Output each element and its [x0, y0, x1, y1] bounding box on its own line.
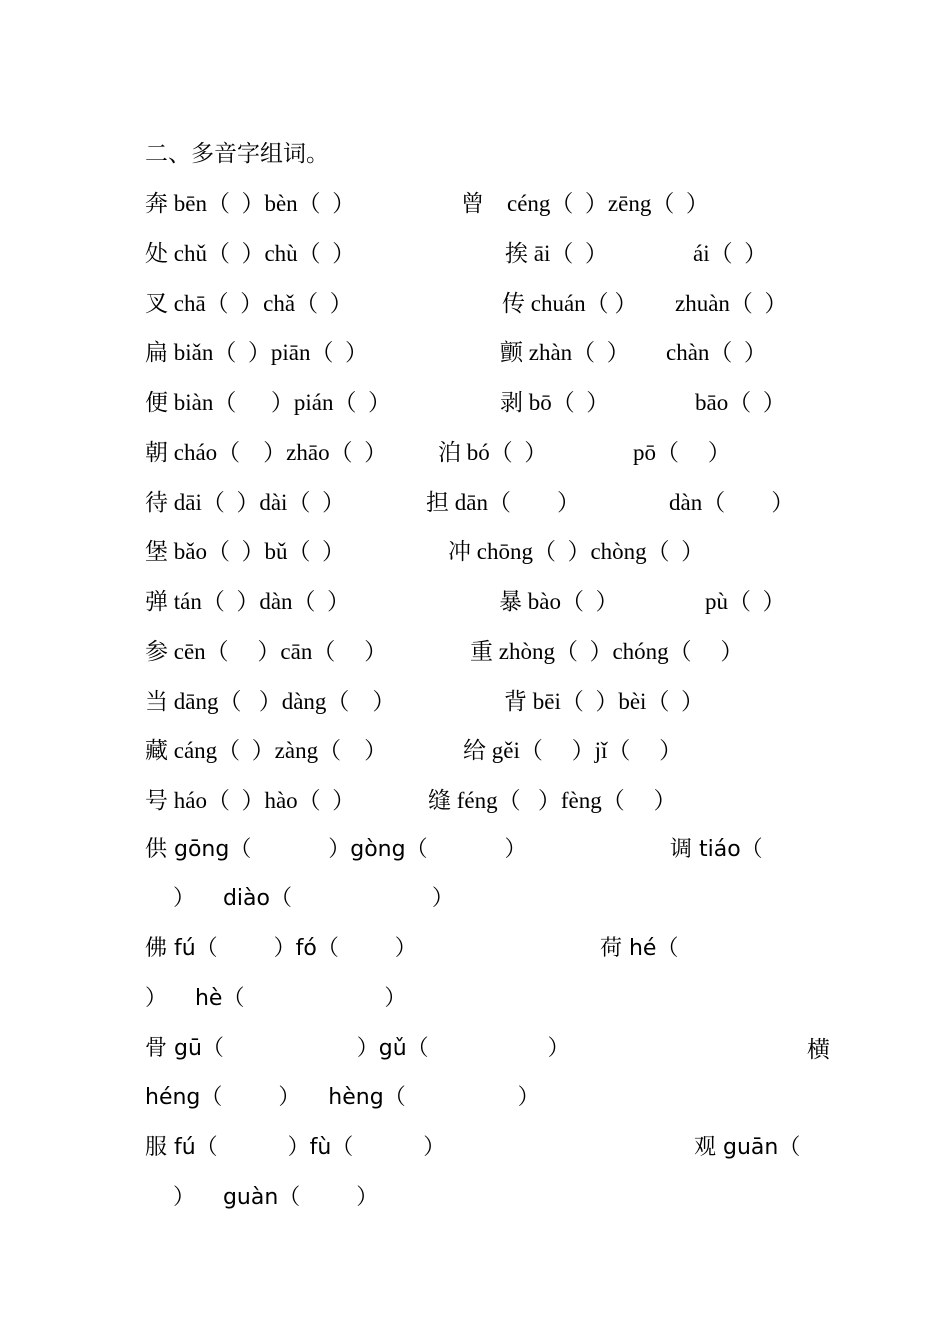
- row-18-left: 骨 gū（ ）gǔ（ ）: [145, 1036, 570, 1061]
- row-8-left: 堡 bǎo（ ）bǔ（ ）: [145, 539, 345, 564]
- row-8-right: 冲 chōng（ ）chòng（ ）: [448, 539, 705, 564]
- row-13-left: 号 háo（ ）hào（ ）: [145, 788, 356, 813]
- row-20: [145, 1130, 830, 1160]
- row-3-mid: 传 chuán（ ）: [502, 291, 638, 316]
- row-15-left: ） diào（ ）: [145, 886, 454, 911]
- row-16-left: 佛 fú（ ）fó（ ）: [145, 936, 417, 961]
- row-2: [145, 235, 830, 265]
- row-16: [145, 931, 830, 961]
- row-14: [145, 832, 830, 862]
- row-17: [145, 981, 830, 1011]
- row-14-left: 供 gōng（ ）gòng（ ）: [145, 837, 527, 862]
- row-6-left: 朝 cháo（ ）zhāo（ ）: [145, 440, 388, 465]
- row-10-right: 重 zhòng（ ）chóng（ ）: [470, 639, 744, 664]
- row-9-mid: 暴 bào（ ）: [499, 589, 619, 614]
- row-6-mid: 泊 bó（ ）: [438, 440, 548, 465]
- row-7-right: dàn（ ）: [669, 490, 795, 515]
- row-12-left: 藏 cáng（ ）zàng（ ）: [145, 738, 388, 763]
- row-20-right: 观 guān（: [694, 1135, 801, 1160]
- row-15: [145, 881, 830, 911]
- row-6: [145, 434, 830, 464]
- row-17-left: ） hè（ ）: [145, 986, 407, 1011]
- row-10-left: 参 cēn（ ）cān（ ）: [145, 639, 388, 664]
- row-4-left: 扁 biǎn（ ）piān（ ）: [145, 340, 368, 365]
- row-12-right: 给 gěi（ ）jǐ（ ）: [463, 738, 683, 763]
- row-4-right: chàn（ ）: [666, 340, 767, 365]
- row-7-mid: 担 dān（ ）: [426, 490, 580, 515]
- row-20-left: 服 fú（ ）fù（ ）: [145, 1135, 446, 1160]
- row-18-right: 横: [807, 1037, 830, 1062]
- row-19-left: héng（ ） hèng（ ）: [145, 1085, 540, 1110]
- row-11-right: 背 bēi（ ）bèi（ ）: [504, 689, 704, 714]
- row-4-mid: 颤 zhàn（ ）: [500, 340, 630, 365]
- row-21: [145, 1180, 830, 1210]
- row-7: [145, 484, 830, 514]
- row-7-left: 待 dāi（ ）dài（ ）: [145, 490, 345, 515]
- row-4: [145, 334, 830, 364]
- row-3-right: zhuàn（ ）: [675, 291, 788, 316]
- section-title-text: 二、多音字组词。: [145, 141, 329, 167]
- row-13: [145, 782, 830, 812]
- row-16-right: 荷 hé（: [600, 936, 679, 961]
- row-8: [145, 533, 830, 563]
- row-11-left: 当 dāng（ ）dàng（ ）: [145, 689, 396, 714]
- row-5-right: bāo（ ）: [695, 390, 786, 415]
- row-9-left: 弹 tán（ ）dàn（ ）: [145, 589, 351, 614]
- row-18: [145, 1031, 830, 1061]
- row-2-mid: 挨 āi（ ）: [505, 241, 608, 266]
- row-9-right: pù（ ）: [705, 589, 786, 614]
- row-19: [145, 1080, 830, 1110]
- row-5: [145, 384, 830, 414]
- row-10: [145, 633, 830, 663]
- row-1-right: 曾 céng（ ）zēng（ ）: [461, 191, 709, 216]
- row-12: [145, 732, 830, 762]
- row-6-right: pō（ ）: [633, 440, 731, 465]
- section-title: [145, 135, 830, 165]
- row-5-left: 便 biàn（ ）pián（ ）: [145, 390, 391, 415]
- row-2-left: 处 chǔ（ ）chù（ ）: [145, 241, 356, 266]
- row-1: [145, 185, 830, 215]
- row-14-right: 调 tiáo（: [670, 837, 763, 862]
- row-3: [145, 285, 830, 315]
- row-13-right: 缝 féng（ ）fèng（ ）: [428, 788, 677, 813]
- row-2-right: ái（ ）: [693, 241, 768, 266]
- row-21-left: ） guàn（ ）: [145, 1185, 379, 1210]
- row-1-left: 奔 bēn（ ）bèn（ ）: [145, 191, 356, 216]
- row-3-left: 叉 chā（ ）chǎ（ ）: [145, 291, 353, 316]
- row-11: [145, 683, 830, 713]
- row-9: [145, 583, 830, 613]
- row-5-mid: 剥 bō（ ）: [500, 390, 610, 415]
